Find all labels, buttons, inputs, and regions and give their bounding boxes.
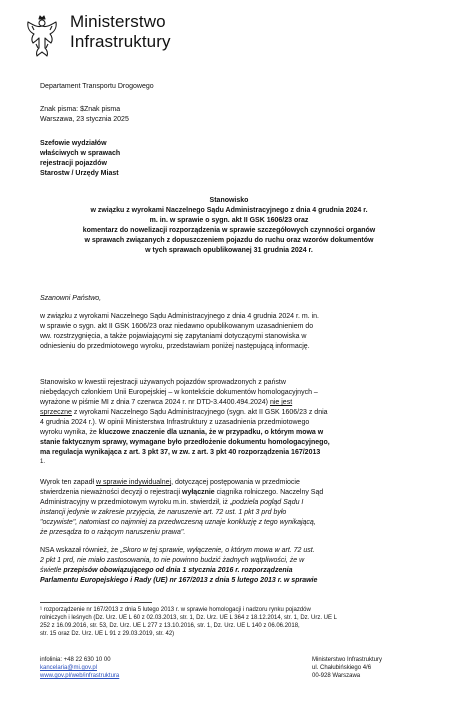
- paragraph-line: 4 grudnia 2024 r.). W opinii Ministerstwa Infrastruktury z uzasadnienia przedmiotowego: [40, 419, 310, 426]
- paragraph-line: ma regulacja wynikająca z art. 3 pkt 37, w zw. z art. 3 pkt 40 rozporządzenia 167/2013: [40, 449, 321, 456]
- ministry-name-line2: Infrastruktury: [70, 32, 171, 51]
- footnote-line: 252 z 16.09.2016, str. 53, Dz. Urz. UE L 277 z 13.10.2016, str. 1, Dz. Urz. UE L 140 z 06.06.2018,: [40, 623, 300, 629]
- paragraph-3: [40, 478, 406, 538]
- phone-info: infolinia: +48 22 630 10 00: [40, 657, 111, 663]
- title-line: w sprawach związanych z dopuszczeniem pojazdu do ruchu oraz wzorów dokumentów: [84, 237, 374, 244]
- website-link[interactable]: www.gov.pl/web/infrastruktura: [40, 673, 120, 679]
- footnote-line: ¹ rozporządzenie nr 167/2013 z dnia 5 lutego 2013 r. w sprawie homologacji i nadzoru rynku pojazdów: [40, 607, 311, 613]
- salutation: Szanowni Państwo,: [40, 295, 102, 302]
- address-line: Ministerstwo Infrastruktury: [312, 657, 383, 663]
- document-date: Warszawa, 23 stycznia 2025: [40, 116, 129, 123]
- footnote-line: rolniczych i leśnych (Dz. Urz. UE L 60 z 02.03.2013, str. 1, Dz. Urz. UE L 364 z 18.12.2014, str. 1, Dz. Urz. UE L: [40, 615, 338, 621]
- address-line: 00-928 Warszawa: [312, 673, 361, 679]
- paragraph-line: stwierdzenia nieważności decyzji o rejestracji wyłącznie ciągnika rolniczego. Naczelny Sąd: [40, 489, 324, 496]
- paragraph-line: w sprawie o sygn. akt II GSK 1606/23 oraz niedawno opublikowanym uzasadnieniem do: [40, 323, 314, 330]
- ministry-name: [70, 12, 171, 52]
- recipient-line: Starostw / Urzędy Miast: [40, 170, 119, 177]
- paragraph-line: odniesieniu do przedmiotowego wyroku, przedstawiam poniżej następującą informację.: [40, 343, 310, 350]
- paragraph-1: [40, 312, 406, 352]
- ministry-name-line1: Ministerstwo: [70, 12, 166, 31]
- paragraph-line: NSA wskazał również, że „Skoro w tej sprawie, wyłączenie, o którym mowa w art. 72 ust.: [40, 547, 315, 554]
- paragraph-line: Parlamentu Europejskiego i Rady (UE) nr 167/2013 z dnia 5 lutego 2013 r. w sprawie: [40, 577, 318, 584]
- recipients-block: [40, 139, 120, 179]
- footnote-line: str. 15 oraz Dz. Urz. UE L 91 z 29.03.2019, str. 42): [40, 631, 175, 637]
- paragraph-line: w związku z wyrokami Naczelnego Sądu Administracyjnego z dnia 4 grudnia 2024 r. m. in.: [40, 313, 319, 320]
- title-line: Stanowisko: [209, 197, 249, 204]
- polish-eagle-emblem-icon: [22, 14, 62, 60]
- footnote-divider: [40, 602, 152, 603]
- contact-block: [40, 656, 119, 680]
- paragraph-line: Administracyjny w przedmiotowym wyroku m.in. stwierdził, iż „podziela pogląd Sądu I: [40, 499, 304, 506]
- paragraph-line: ww. rozstrzygnięcia, a także pojawiającymi się zapytaniami dotyczącymi stanowiska w: [40, 333, 307, 340]
- reference-number: Znak pisma: $Znak pisma: [40, 106, 121, 113]
- recipient-line: Szefowie wydziałów: [40, 140, 107, 147]
- email-link[interactable]: kancelaria@mi.gov.pl: [40, 665, 98, 671]
- paragraph-line: sprzeczne z wyrokami Naczelnego Sądu Administracyjnego (sygn. akt II GSK 1606/23 z dnia: [40, 409, 328, 416]
- paragraph-2: [40, 378, 406, 466]
- recipient-line: rejestracji pojazdów: [40, 160, 107, 167]
- paragraph-line: instancji jedynie w zakresie przyjęcia, że naruszenie art. 72 ust. 1 pkt 3 prd było: [40, 509, 287, 516]
- paragraph-line: stanie faktycznym sprawy, wymagane było przedłożenie dokumentu homologacyjnego,: [40, 439, 330, 446]
- paragraph-line: Wyrok ten zapadł w sprawie indywidualnej, dotyczącej postępowania w przedmiocie: [40, 479, 300, 486]
- title-line: w tych sprawach opublikowanej 31 grudnia 2024 r.: [145, 247, 313, 254]
- paragraph-line: że przesądza to o rażącym naruszeniu prawa".: [40, 529, 186, 536]
- title-line: w związku z wyrokami Naczelnego Sądu Administracyjnego z dnia 4 grudnia 2024 r.: [90, 207, 368, 214]
- paragraph-line: świetle przepisów obowiązującego od dnia 1 stycznia 2016 r. rozporządzenia: [40, 567, 293, 574]
- recipient-line: właściwych w sprawach: [40, 150, 121, 157]
- paragraph-line: 2 pkt 1 prd, nie miało zastosowania, to nie powinno budzić żadnych wątpliwości, że w: [40, 557, 305, 564]
- document-title: [24, 196, 434, 256]
- address-block: [312, 656, 382, 680]
- paragraph-line: wyrażone w piśmie MI z dnia 7 czerwca 2024 r. nr DTD-3.4400.494.2024) nie jest: [40, 399, 293, 406]
- address-line: ul. Chałubińskiego 4/6: [312, 665, 372, 671]
- paragraph-4: [40, 546, 406, 586]
- paragraph-line: "oczywiste", natomiast co najmniej za przedwczesną uznaje konkluzję z tego wynikającą,: [40, 519, 316, 526]
- title-line: m. in. w sprawie o sygn. akt II GSK 1606/23 oraz: [149, 217, 309, 224]
- paragraph-line: wyroku wynika, że kluczowe znaczenie dla uznania, że w przypadku, o którym mowa w: [40, 429, 324, 436]
- footnote: [40, 606, 410, 638]
- department-name: Departament Transportu Drogowego: [40, 83, 154, 90]
- paragraph-line: niebędących członkiem Unii Europejskiej – w kontekście dokumentów homologacyjnych –: [40, 389, 318, 396]
- paragraph-line: Stanowisko w kwestii rejestracji używanych pojazdów sprowadzonych z państw: [40, 379, 286, 386]
- title-line: komentarz do nowelizacji rozporządzenia w sprawie szczegółowych czynności organów: [82, 227, 376, 234]
- footnote-ref: 1.: [40, 459, 46, 465]
